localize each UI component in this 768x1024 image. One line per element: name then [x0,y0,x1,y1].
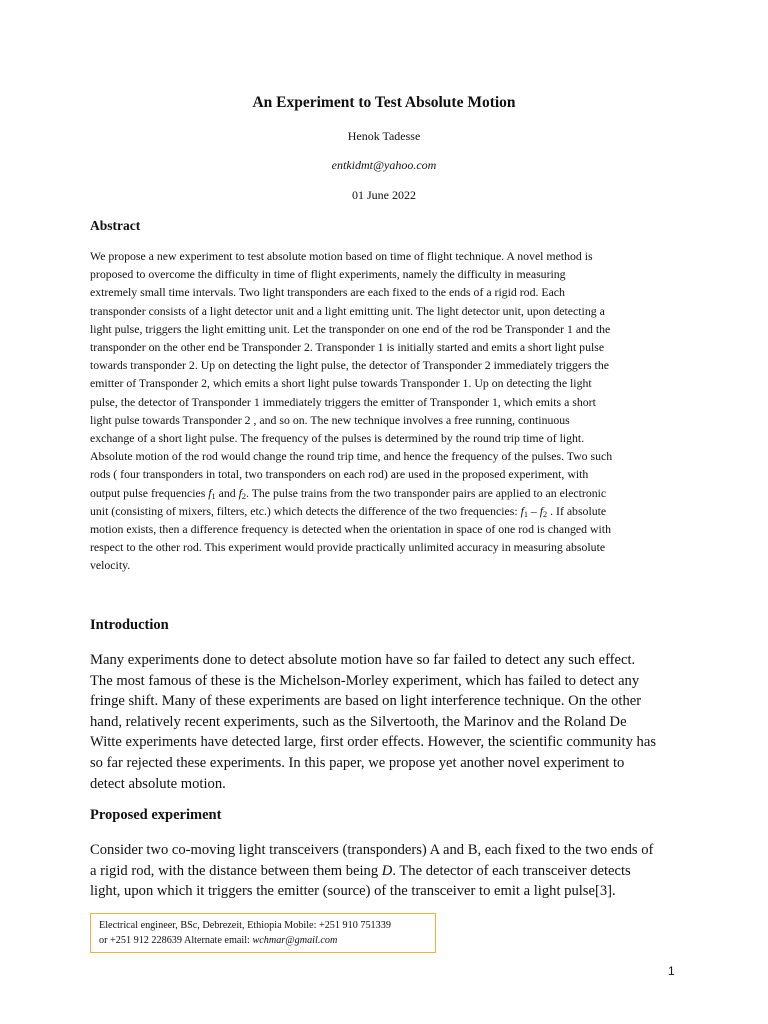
footnote-line-2 [99,933,427,948]
introduction-heading: Introduction [90,617,169,633]
abstract-line-frequencies [90,484,690,502]
intro-line: The most famous of these is the Michelson-Morley experiment, which has failed to detect any [90,672,640,689]
var-f1: f [520,503,524,518]
abstract-body [90,247,690,575]
subscript-2: 2 [241,491,247,501]
var-f2: f [539,503,544,518]
text-run: unit (consisting of mixers, filters, etc.) which detects the difference of the two frequencies: [90,503,521,518]
intro-line: fringe shift. Many of these experiments are based on light interference technique. On the other [90,693,642,710]
abstract-heading: Abstract [90,218,141,233]
abstract-line: light pulse, triggers the light emitting unit. Let the transponder on one end of the rod be Transponder 1 and the [90,321,611,336]
text-run: output pulse frequencies [90,485,209,500]
abstract-line: velocity. [90,558,131,573]
intro-line: so far rejected these experiments. In this paper, we propose yet another novel experiment to [90,754,625,771]
introduction-body [90,650,656,794]
abstract-line: emitter of Transponder 2, which emits a short light pulse towards Transponder 1. Up on detecting the light [90,376,592,391]
author-name: Henok Tadesse [347,129,421,143]
abstract-line: light pulse towards Transponder 2 , and so on. The new technique involves a free running, continuous [90,412,570,427]
abstract-line-difference [90,502,690,520]
abstract-line: We propose a new experiment to test absolute motion based on time of flight technique. A novel method is [90,249,593,263]
subscript-1: 1 [211,491,216,501]
minus-sign: – [527,503,540,518]
abstract-line: motion exists, then a difference frequency is detected when the orientation in space of one rod is changed with [90,522,611,537]
abstract-line: exchange of a short light pulse. The frequency of the pulses is determined by the round trip time of light. [90,431,585,446]
intro-line: hand, relatively recent experiments, such as the Silvertooth, the Marinov and the Roland De [90,713,627,730]
proposed-experiment-heading: Proposed experiment [90,807,222,823]
abstract-line: towards transponder 2. Up on detecting the light pulse, the detector of Transponder 2 immediately triggers the [90,358,609,373]
author-footnote-box [90,913,436,953]
abstract-line: pulse, the detector of Transponder 1 immediately triggers the emitter of Transponder 1, which emits a short [90,394,596,409]
abstract-line: proposed to overcome the difficulty in time of flight experiments, namely the difficulty in measuring [90,267,566,282]
abstract-line: rods ( four transponders in total, two transponders on each rod) are used in the proposed experiment, with [90,467,589,482]
abstract-line: respect to the other rod. This experiment would provide practically unlimited accuracy in measuring absolute [90,540,606,555]
proposed-experiment-body [90,840,653,902]
text-run: or +251 912 228639 Alternate email: [99,935,253,946]
subscript-2: 2 [543,509,548,519]
publication-date: 01 June 2022 [352,188,416,202]
text-run: . If absolute [547,503,607,518]
subscript-1: 1 [523,509,528,519]
var-f1: f [208,485,212,500]
text-run: and [215,485,239,500]
proposed-line: Consider two co-moving light transceivers (transponders) A and B, each fixed to the two ends of [90,842,654,858]
alternate-email[interactable]: wchmar@gmail.com [252,935,338,946]
text-run: . The pulse trains from the two transponder pairs are applied to an electronic [246,485,607,500]
page-number: 1 [668,964,675,978]
author-email[interactable]: entkidmt@yahoo.com [331,158,437,172]
intro-line: Witte experiments have detected large, first order effects. However, the scientific community has [90,734,657,751]
intro-line: Many experiments done to detect absolute motion have so far failed to detect any such effect. [90,652,636,668]
abstract-line: transponder on the other end be Transponder 2. Transponder 1 is initially started and emits a short light pulse [90,340,605,355]
paper-title: An Experiment to Test Absolute Motion [252,94,516,111]
text-run: a rigid rod, with the distance between them being [90,862,382,879]
abstract-line: Absolute motion of the rod would change the round trip time, and hence the frequency of the pulses. Two such [90,449,613,464]
proposed-line: light, upon which it triggers the emitter (source) of the transceiver to emit a light pulse[3]. [90,883,616,900]
abstract-line: extremely small time intervals. Two light transponders are each fixed to the ends of a rigid rod. Each [90,285,565,300]
text-run: . The detector of each transceiver detects [392,862,631,879]
var-f2: f [238,485,242,500]
var-d: D [381,862,393,879]
footnote-line-1: Electrical engineer, BSc, Debrezeit, Ethiopia Mobile: +251 910 751339 [99,920,391,931]
proposed-line-distance [90,861,653,882]
intro-line: detect absolute motion. [90,775,226,792]
abstract-line: transponder consists of a light detector unit and a light emitting unit. The light detector unit, upon detecting a [90,303,605,318]
